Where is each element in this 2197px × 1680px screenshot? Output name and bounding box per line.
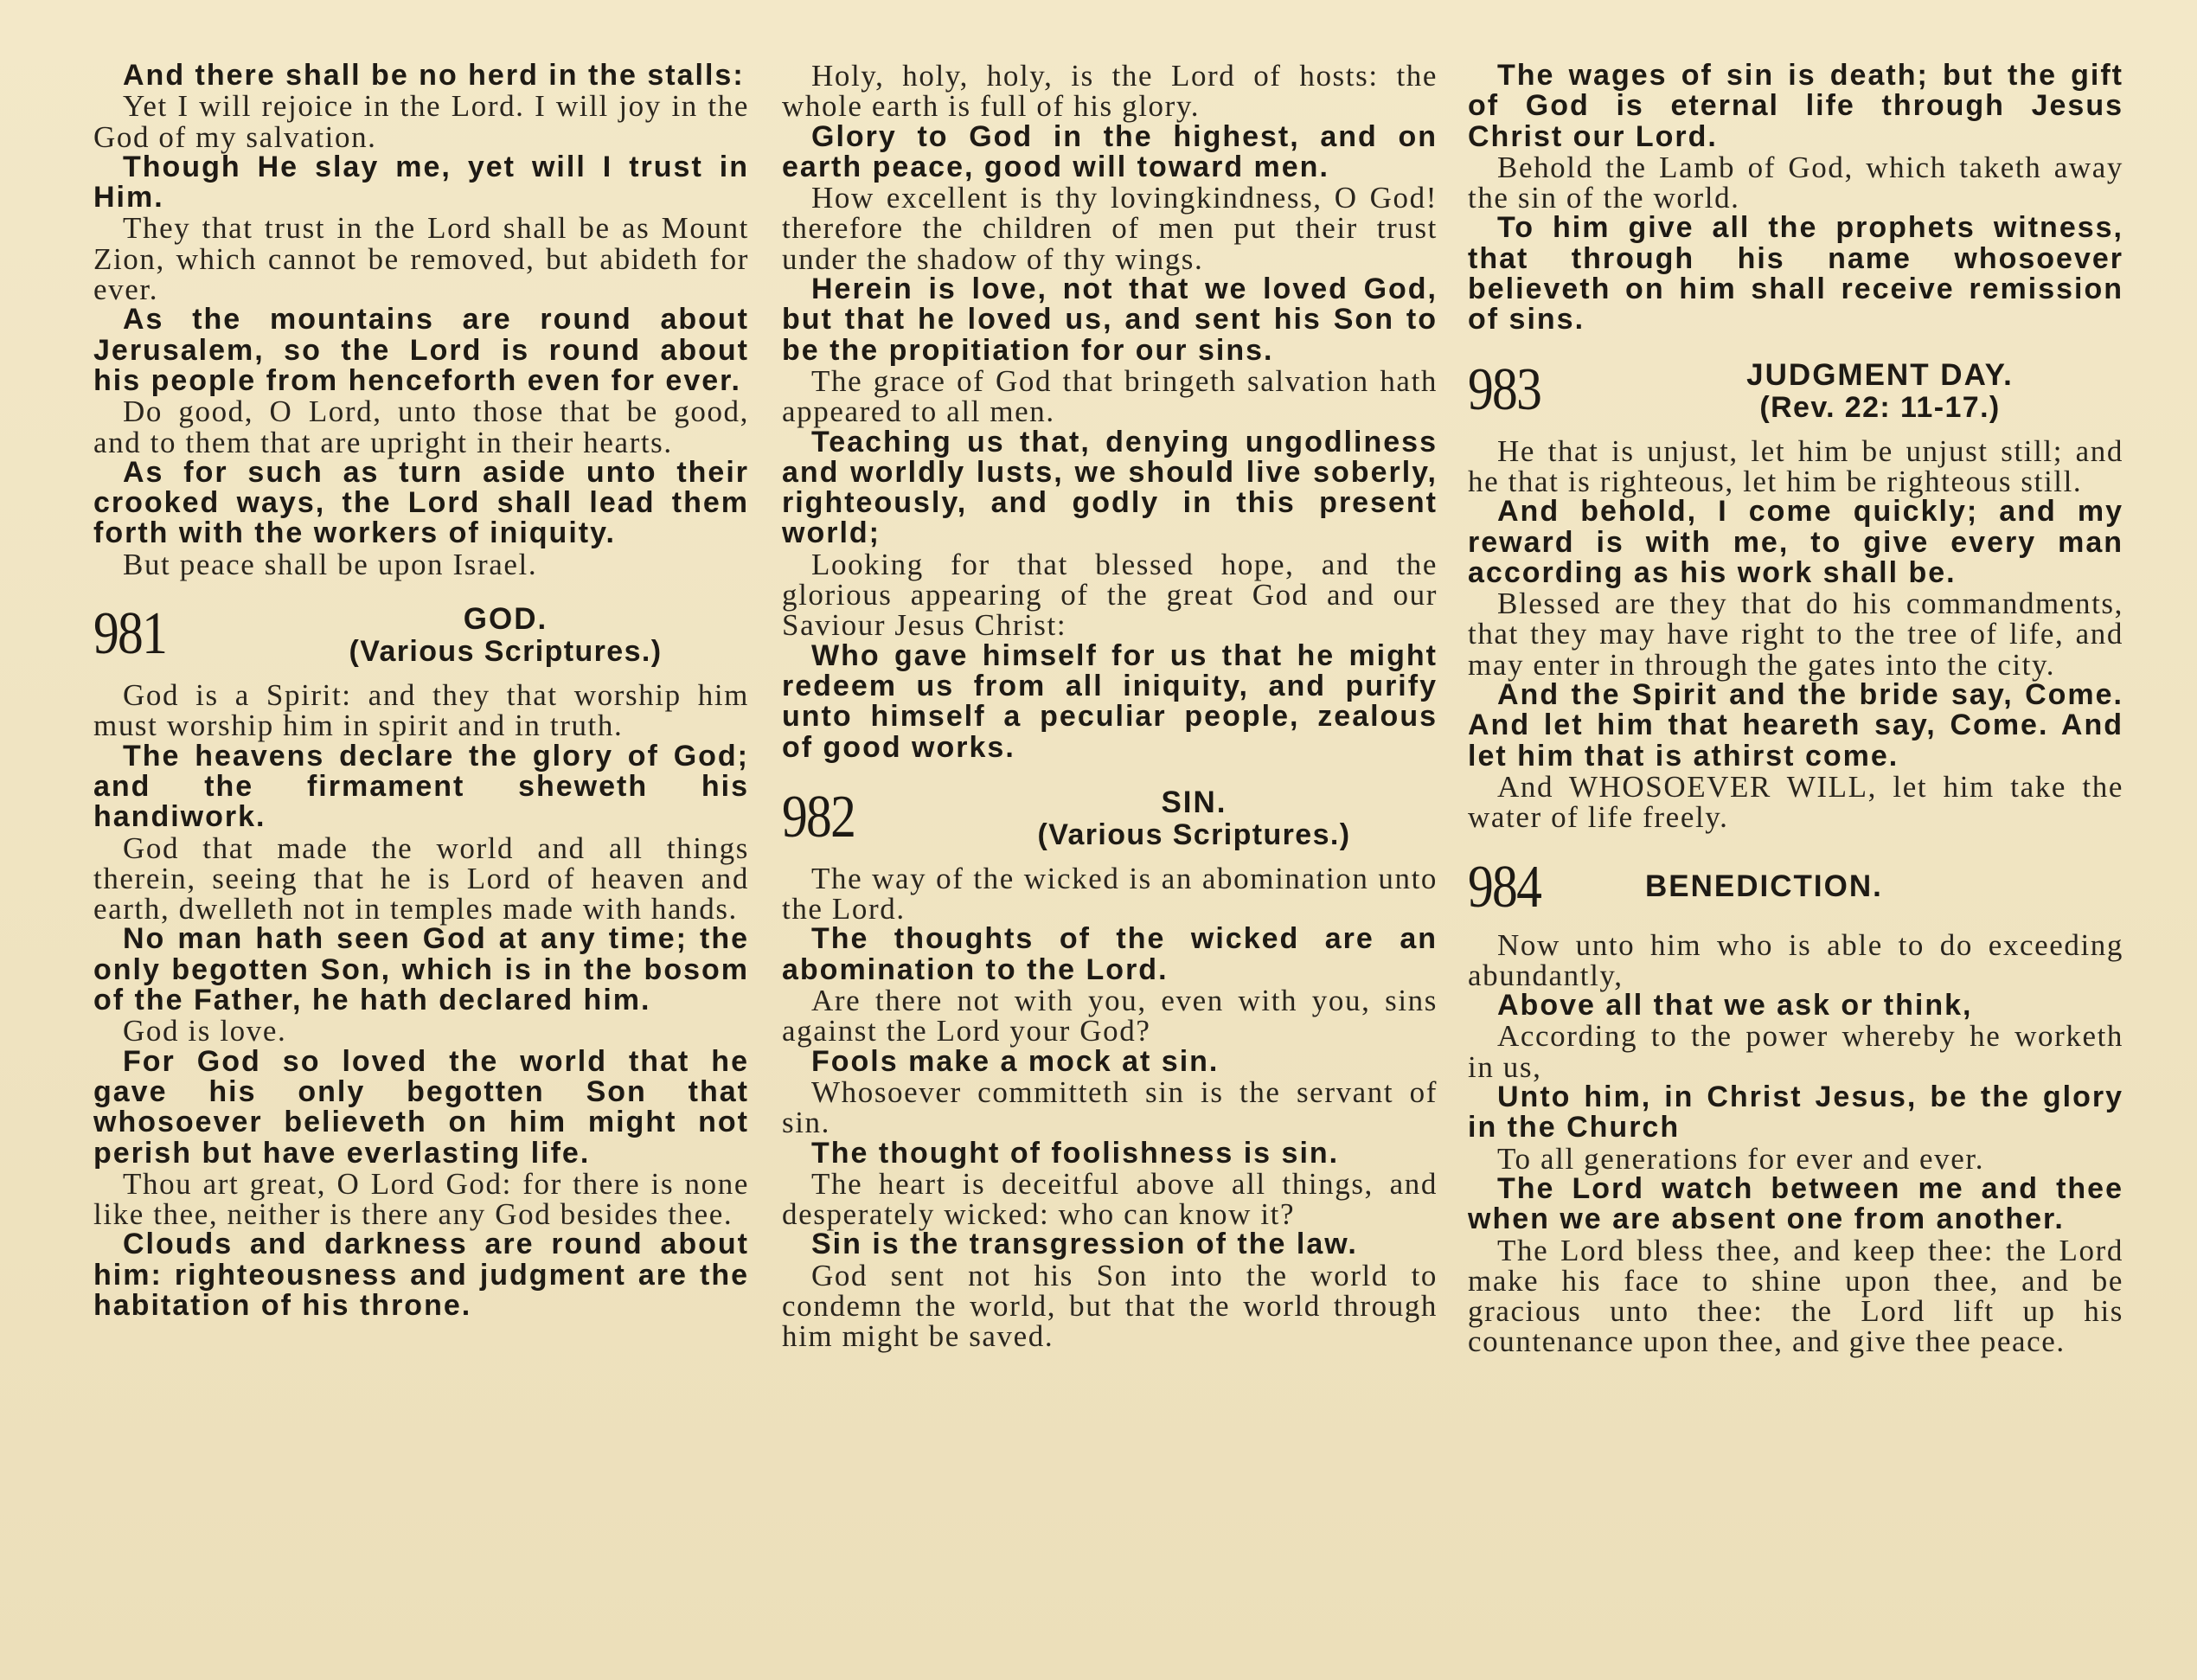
verses-group	[782, 863, 1438, 1352]
verse: Unto him, in Christ Jesus, be the glory in the Church	[1468, 1080, 2123, 1145]
verse: The Lord bless thee, and keep thee: the Lord make his face to shine upon thee, and be gracious unto thee: the Lord lift up his countenance upon thee, and give thee peace.	[1468, 1233, 2123, 1359]
section-title: SIN.	[1161, 785, 1227, 819]
verses-group	[1468, 433, 2123, 835]
verse: The way of the wicked is an abomination unto the Lord.	[782, 861, 1438, 927]
section-subtitle: (Various Scriptures.)	[349, 635, 663, 669]
column-middle	[782, 61, 1438, 1352]
verse: Do good, O Lord, unto those that be good, and to them that are upright in their hearts.	[93, 394, 749, 459]
section-title: BENEDICTION.	[1645, 869, 1883, 903]
section-heading-text	[262, 604, 749, 668]
verse: And the Spirit and the bride say, Come. And let him that heareth say, Come. And let him that is athirst come.	[1468, 678, 2123, 773]
verse: They that trust in the Lord shall be as Mount Zion, which cannot be removed, but abideth for ever.	[93, 211, 749, 307]
section-number: 983	[1468, 356, 1541, 423]
verse: Clouds and darkness are round about him: righteousness and judgment are the habitation of his throne.	[93, 1228, 749, 1322]
section-heading-982	[782, 783, 1438, 851]
verse: Whosoever committeth sin is the servant of sin.	[782, 1074, 1438, 1140]
verse: Blessed are they that do his commandments, that they may have right to the tree of life, and may enter in through the gates into the city.	[1468, 587, 2123, 682]
verse: The Lord watch between me and thee when we are absent one from another.	[1468, 1171, 2123, 1236]
verse: Teaching us that, denying ungodliness and worldly lusts, we should live soberly, righteously, and godly in this present world;	[782, 425, 1438, 550]
verse: Fools make a mock at sin.	[811, 1044, 1220, 1078]
verses-group	[782, 61, 1438, 763]
column-left	[93, 61, 749, 1321]
verse: God sent not his Son into the world to condemn the world, but that the world through him might be saved.	[782, 1258, 1438, 1354]
verse: The heavens declare the glory of God; and the firmament sheweth his handiwork.	[93, 739, 749, 834]
verse: Looking for that blessed hope, and the glorious appearing of the great God and our Saviour Jesus Christ:	[782, 547, 1438, 643]
verse: No man hath seen God at any time; the only begotten Son, which is in the bosom of the Father, he hath declared him.	[93, 922, 749, 1017]
section-heading-text	[1637, 857, 2123, 902]
verse: Yet I will rejoice in the Lord. I will joy in the God of my salvation.	[93, 89, 749, 154]
verse: Glory to God in the highest, and on earth peace, good will toward men.	[782, 119, 1438, 183]
section-number: 981	[93, 600, 167, 668]
verse: How excellent is thy lovingkindness, O God! therefore the children of men put their trust under the shadow of thy wings.	[782, 181, 1438, 276]
verse: God is love.	[123, 1014, 287, 1048]
section-number: 984	[1468, 853, 1541, 920]
section-heading-text	[1637, 357, 2123, 424]
verses-group	[93, 680, 749, 1321]
column-right	[1468, 61, 2123, 1357]
section-subtitle: (Various Scriptures.)	[1037, 818, 1351, 851]
section-heading-text	[951, 787, 1438, 851]
verse: God that made the world and all things therein, seeing that he is Lord of heaven and earth, dwelleth not in temples made with hands.	[93, 830, 749, 927]
section-heading-981	[93, 600, 749, 669]
verse: Herein is love, not that we loved God, but that he loved us, and sent his Son to be the propitiation for our sins.	[782, 273, 1438, 367]
verse: According to the power whereby he worketh in us,	[1468, 1019, 2123, 1084]
verse: The thought of foolishness is sin.	[811, 1136, 1340, 1170]
verse: Though He slay me, yet will I trust in Him.	[93, 150, 749, 215]
verse: To all generations for ever and ever.	[1497, 1141, 1985, 1176]
verse: God is a Spirit: and they that worship him must worship him in spirit and in truth.	[93, 678, 749, 743]
verse: The wages of sin is death; but the gift of God is eternal life through Jesus Christ our Lord.	[1468, 59, 2123, 153]
verse: To him give all the prophets witness, that through his name whosoever believeth on him shall receive remission of sins.	[1468, 211, 2123, 337]
section-title: GOD.	[463, 602, 548, 637]
section-subtitle: (Rev. 22: 11-17.)	[1759, 390, 2001, 424]
section-heading-983	[1468, 356, 2123, 424]
verse: Holy, holy, holy, is the Lord of hosts: the whole earth is full of his glory.	[782, 59, 1438, 124]
section-number: 982	[782, 783, 855, 850]
verse: But peace shall be upon Israel.	[123, 547, 538, 581]
verse: The thoughts of the wicked are an abomination to the Lord.	[782, 922, 1438, 986]
verse: Behold the Lamb of God, which taketh away the sin of the world.	[1468, 150, 2123, 215]
verse: He that is unjust, let him be unjust still; and he that is righteous, let him be righteous still.	[1468, 433, 2123, 498]
verse: As the mountains are round about Jerusalem, so the Lord is round about his people from henceforth even for ever.	[93, 303, 749, 397]
verse: Thou art great, O Lord God: for there is none like thee, neither is there any God besides thee.	[93, 1166, 749, 1232]
verse: The grace of God that bringeth salvation hath appeared to all men.	[782, 363, 1438, 429]
verse: As for such as turn aside unto their crooked ways, the Lord shall lead them forth with the workers of iniquity.	[93, 455, 749, 550]
verses-group	[1468, 927, 2123, 1359]
section-heading-984	[1468, 853, 2123, 920]
verse: The heart is deceitful above all things, and desperately wicked: who can know it?	[782, 1166, 1438, 1232]
verse: And WHOSOEVER WILL, let him take the water of life freely.	[1468, 769, 2123, 835]
verse: Are there not with you, even with you, sins against the Lord your God?	[782, 984, 1438, 1048]
verse: Sin is the transgression of the law.	[811, 1228, 1358, 1261]
verse: For God so loved the world that he gave his only begotten Son that whosoever believeth on him might not perish but have everlasting life.	[93, 1044, 749, 1170]
verse: Who gave himself for us that he might redeem us from all iniquity, and purify unto himself a peculiar people, zealous of good works.	[782, 638, 1438, 764]
verse: Above all that we ask or think,	[1497, 989, 1973, 1023]
verse: Now unto him who is able to do exceeding abundantly,	[1468, 927, 2123, 992]
verse: And there shall be no herd in the stalls:	[123, 59, 745, 92]
verse: And behold, I come quickly; and my reward is with me, to give every man according as his work shall be.	[1468, 495, 2123, 589]
verses-group	[93, 61, 749, 580]
section-title: JUDGMENT DAY.	[1746, 357, 2014, 392]
verses-group	[1468, 61, 2123, 336]
